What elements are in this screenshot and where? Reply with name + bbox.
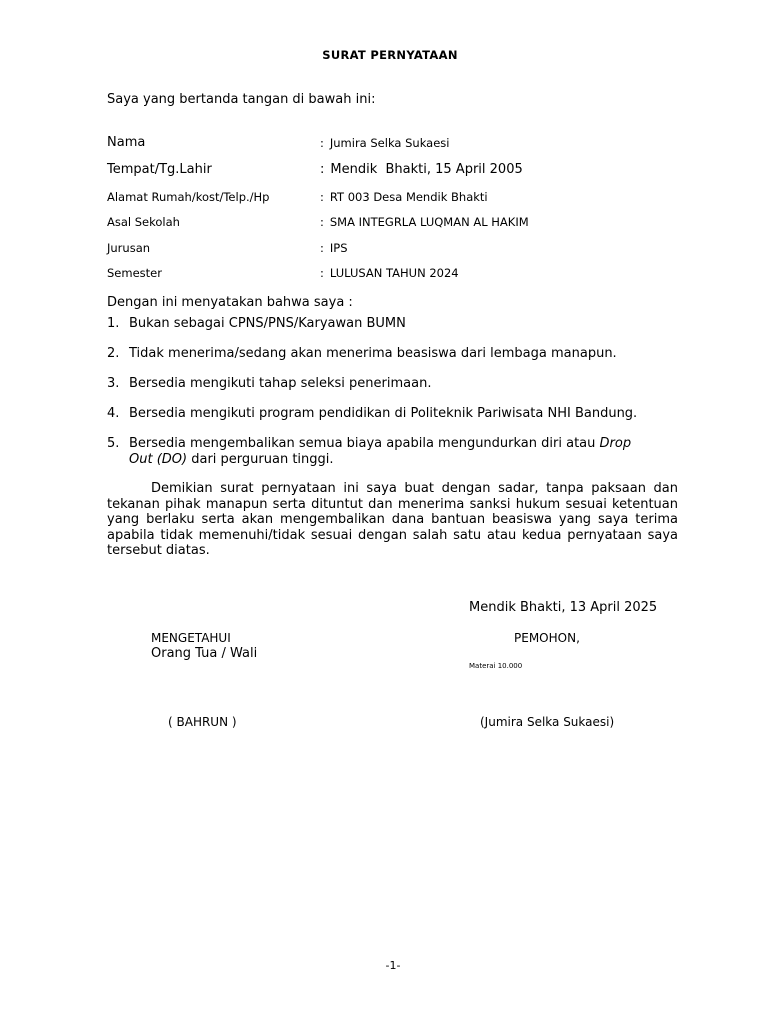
field-label-name: Nama bbox=[107, 135, 146, 150]
document-title: SURAT PERNYATAAN bbox=[322, 48, 458, 62]
field-value-address: : RT 003 Desa Mendik Bhakti bbox=[320, 190, 488, 204]
applicant-label: PEMOHON, bbox=[514, 631, 580, 645]
intro-text: Saya yang bertanda tangan di bawah ini: bbox=[107, 92, 376, 107]
list-item: 5. Bersedia mengembalikan semua biaya apabila mengundurkan diri atau Drop bbox=[107, 436, 632, 451]
closing-paragraph: Demikian surat pernyataan ini saya buat dengan sadar, tanpa paksaan dan tekanan pihak manapun serta dituntut dan menerima sanksi hukum sesuai ketentuan yang berlaku serta akan mengembalikan dana bantuan beasiswa yang saya terima apabila tidak memenuhi/tidak sesuai dengan salah satu atau kedua pernyataan saya tersebut diatas. bbox=[107, 481, 678, 558]
list-item: 3. Bersedia mengikuti tahap seleksi penerimaan. bbox=[107, 376, 432, 391]
field-value-birth: : Mendik Bhakti, 15 April 2005 bbox=[320, 162, 523, 177]
list-item: 1. Bukan sebagai CPNS/PNS/Karyawan BUMN bbox=[107, 316, 406, 331]
colon: : bbox=[320, 162, 325, 177]
acknowledge-label: MENGETAHUI bbox=[151, 631, 231, 645]
colon: : bbox=[320, 190, 324, 204]
field-value-major: : IPS bbox=[320, 241, 348, 255]
list-item-continuation: Out (DO) dari perguruan tinggi. bbox=[129, 452, 334, 467]
colon: : bbox=[320, 266, 324, 280]
field-label-address: Alamat Rumah/kost/Telp./Hp bbox=[107, 190, 270, 204]
list-item: 2. Tidak menerima/sedang akan menerima beasiswa dari lembaga manapun. bbox=[107, 346, 617, 361]
statement-intro: Dengan ini menyatakan bahwa saya : bbox=[107, 295, 353, 310]
page-number: -1- bbox=[385, 959, 401, 972]
stamp-label: Materai 10.000 bbox=[469, 662, 523, 670]
colon: : bbox=[320, 215, 324, 229]
colon: : bbox=[320, 241, 324, 255]
list-item: 4. Bersedia mengikuti program pendidikan di Politeknik Pariwisata NHI Bandung. bbox=[107, 406, 638, 421]
field-label-semester: Semester bbox=[107, 266, 162, 280]
field-value-name: : Jumira Selka Sukaesi bbox=[320, 136, 450, 150]
field-value-school: : SMA INTEGRLA LUQMAN AL HAKIM bbox=[320, 215, 529, 229]
guardian-label: Orang Tua / Wali bbox=[151, 646, 258, 661]
field-label-major: Jurusan bbox=[107, 241, 151, 255]
guardian-name: ( BAHRUN ) bbox=[168, 715, 237, 729]
field-label-school: Asal Sekolah bbox=[107, 215, 180, 229]
place-date: Mendik Bhakti, 13 April 2025 bbox=[469, 600, 658, 615]
field-label-birth: Tempat/Tg.Lahir bbox=[107, 162, 212, 177]
applicant-name: (Jumira Selka Sukaesi) bbox=[480, 715, 615, 729]
field-value-semester: : LULUSAN TAHUN 2024 bbox=[320, 266, 459, 280]
colon: : bbox=[320, 136, 324, 150]
